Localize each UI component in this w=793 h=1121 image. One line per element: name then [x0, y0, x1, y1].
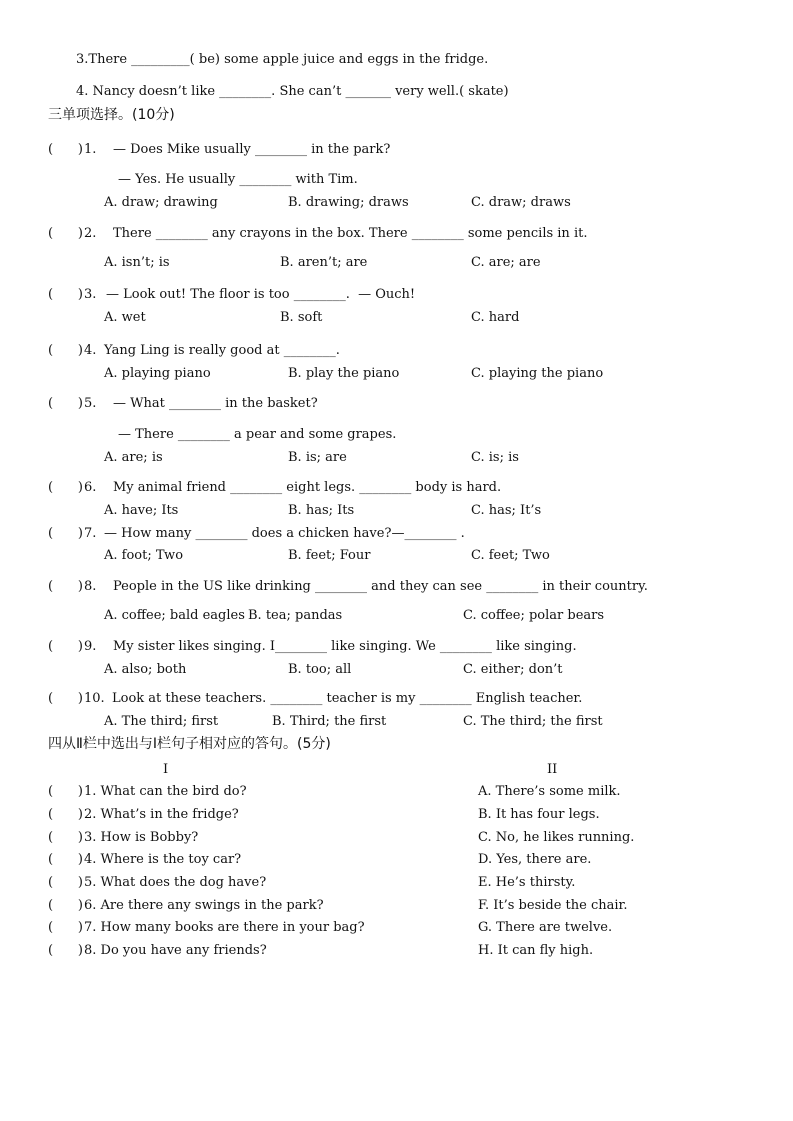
match-question: 5. What does the dog have?: [84, 875, 267, 890]
option-a: A. playing piano: [104, 366, 211, 381]
answer-bracket[interactable]: ( ): [48, 142, 83, 157]
answer-bracket[interactable]: ( ): [48, 396, 83, 411]
match-question: 4. Where is the toy car?: [84, 852, 242, 867]
answer-bracket[interactable]: ( ): [48, 784, 83, 799]
match-answer: D. Yes, there are.: [478, 852, 592, 867]
question-number: 6.: [84, 480, 97, 495]
fill-blank-3: 3.There _________( be) some apple juice and eggs in the fridge.: [76, 52, 489, 67]
option-a: A. The third; first: [104, 714, 219, 729]
answer-bracket[interactable]: ( ): [48, 920, 83, 935]
option-c: C. has; It’s: [471, 503, 542, 518]
option-a: A. are; is: [104, 450, 163, 465]
answer-bracket[interactable]: ( ): [48, 898, 83, 913]
option-c: C. feet; Two: [471, 548, 550, 563]
match-answer: C. No, he likes running.: [478, 830, 635, 845]
option-b: B. drawing; draws: [288, 195, 409, 210]
answer-bracket[interactable]: ( ): [48, 343, 83, 358]
match-answer: E. He’s thirsty.: [478, 875, 576, 890]
option-b: B. has; Its: [288, 503, 355, 518]
question-number: 10.: [84, 691, 105, 706]
match-question: 3. How is Bobby?: [84, 830, 199, 845]
question-stem-reply: — Yes. He usually ________ with Tim.: [118, 172, 358, 187]
question-stem: My sister likes singing. I________ like singing. We ________ like singing.: [113, 639, 577, 654]
question-stem-reply: — There ________ a pear and some grapes.: [118, 427, 397, 442]
option-a: A. foot; Two: [104, 548, 184, 563]
answer-bracket[interactable]: ( ): [48, 480, 83, 495]
answer-bracket[interactable]: ( ): [48, 830, 83, 845]
question-stem: There ________ any crayons in the box. There ________ some pencils in it.: [113, 226, 588, 241]
option-b: B. feet; Four: [288, 548, 371, 563]
question-stem: My animal friend ________ eight legs. ________ body is hard.: [113, 480, 502, 495]
answer-bracket[interactable]: ( ): [48, 226, 83, 241]
option-a: A. draw; drawing: [104, 195, 218, 210]
question-stem: — What ________ in the basket?: [113, 396, 318, 411]
option-c: C. draw; draws: [471, 195, 571, 210]
question-number: 2.: [84, 226, 97, 241]
option-c: C. playing the piano: [471, 366, 604, 381]
option-c: C. hard: [471, 310, 520, 325]
section3-heading: 三单项选择。(10分): [48, 107, 175, 123]
match-answer: B. It has four legs.: [478, 807, 600, 822]
question-stem: — How many ________ does a chicken have?—________ .: [104, 526, 465, 541]
match-question: 8. Do you have any friends?: [84, 943, 267, 958]
option-c: C. coffee; polar bears: [463, 608, 605, 623]
question-stem: Yang Ling is really good at ________.: [104, 343, 340, 358]
fill-blank-4: 4. Nancy doesn’t like ________. She can’t _______ very well.( skate): [76, 84, 509, 99]
option-a: A. also; both: [104, 662, 187, 677]
question-number: 1.: [84, 142, 97, 157]
option-b: B. aren’t; are: [280, 255, 368, 270]
question-number: 8.: [84, 579, 97, 594]
answer-bracket[interactable]: ( ): [48, 691, 83, 706]
column-header-ii: II: [547, 762, 558, 777]
question-number: 7.: [84, 526, 97, 541]
option-a: A. wet: [104, 310, 146, 325]
question-number: 4.: [84, 343, 97, 358]
match-question: 7. How many books are there in your bag?: [84, 920, 365, 935]
match-answer: F. It’s beside the chair.: [478, 898, 628, 913]
option-a: A. have; Its: [104, 503, 179, 518]
question-stem: — Look out! The floor is too ________. — Ouch!: [106, 287, 416, 302]
answer-bracket[interactable]: ( ): [48, 852, 83, 867]
option-c: C. either; don’t: [463, 662, 563, 677]
option-a: A. isn’t; is: [104, 255, 170, 270]
question-stem: People in the US like drinking ________ and they can see ________ in their country.: [113, 579, 648, 594]
answer-bracket[interactable]: ( ): [48, 287, 83, 302]
answer-bracket[interactable]: ( ): [48, 875, 83, 890]
question-stem: Look at these teachers. ________ teacher is my ________ English teacher.: [112, 691, 583, 706]
column-header-i: I: [163, 762, 169, 777]
section4-heading: 四从Ⅱ栏中选出与Ⅰ栏句子相对应的答句。(5分): [48, 736, 331, 752]
option-b: B. Third; the first: [272, 714, 387, 729]
option-c: C. is; is: [471, 450, 519, 465]
option-b: B. too; all: [288, 662, 352, 677]
match-answer: G. There are twelve.: [478, 920, 613, 935]
question-stem: — Does Mike usually ________ in the park?: [113, 142, 391, 157]
option-c: C. are; are: [471, 255, 541, 270]
match-question: 2. What’s in the fridge?: [84, 807, 239, 822]
answer-bracket[interactable]: ( ): [48, 526, 83, 541]
question-number: 3.: [84, 287, 97, 302]
option-b: B. soft: [280, 310, 323, 325]
option-b: B. tea; pandas: [248, 608, 343, 623]
answer-bracket[interactable]: ( ): [48, 579, 83, 594]
answer-bracket[interactable]: ( ): [48, 807, 83, 822]
question-number: 5.: [84, 396, 97, 411]
answer-bracket[interactable]: ( ): [48, 943, 83, 958]
match-answer: H. It can fly high.: [478, 943, 594, 958]
match-question: 6. Are there any swings in the park?: [84, 898, 324, 913]
option-b: B. play the piano: [288, 366, 400, 381]
option-b: B. is; are: [288, 450, 347, 465]
match-question: 1. What can the bird do?: [84, 784, 247, 799]
question-number: 9.: [84, 639, 97, 654]
option-c: C. The third; the first: [463, 714, 603, 729]
match-answer: A. There’s some milk.: [478, 784, 621, 799]
option-a: A. coffee; bald eagles: [104, 608, 245, 623]
answer-bracket[interactable]: ( ): [48, 639, 83, 654]
